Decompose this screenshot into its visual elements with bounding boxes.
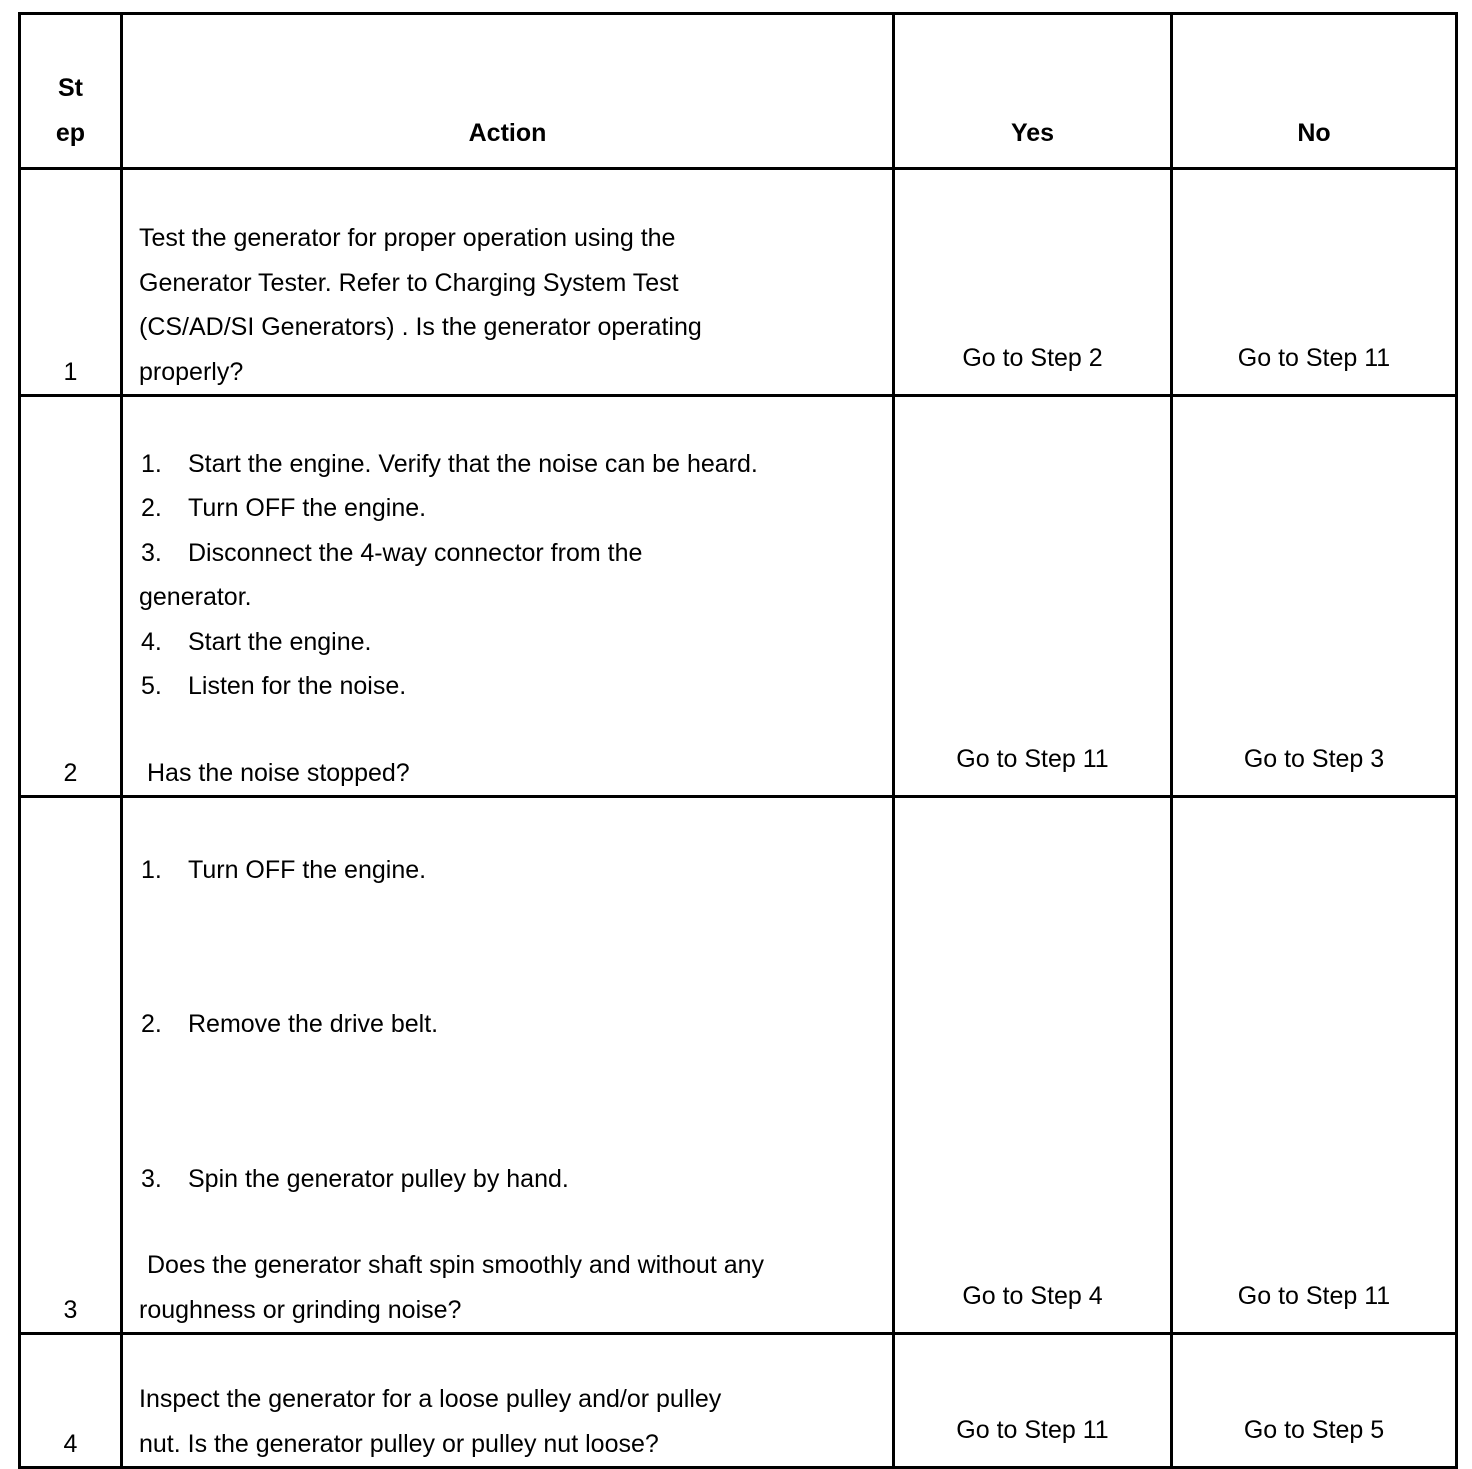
action-item: [139, 664, 882, 709]
item-number: 2.: [141, 1010, 162, 1038]
item-number: 5.: [141, 672, 162, 700]
no-result: Go to Step 5: [1172, 1334, 1457, 1468]
no-result: Go to Step 11: [1172, 169, 1457, 396]
action-line: (CS/AD/SI Generators) . Is the generator operating: [139, 313, 702, 341]
item-text: Disconnect the 4-way connector from the: [188, 538, 643, 567]
action-item: [139, 442, 882, 487]
header-row: [20, 14, 1457, 169]
action-item: [139, 1002, 882, 1047]
yes-result: Go to Step 2: [894, 169, 1172, 396]
item-number: 1.: [141, 855, 162, 884]
step-number: 2: [20, 396, 122, 797]
item-text: Start the engine.: [188, 627, 372, 656]
yes-result: Go to Step 11: [894, 1334, 1172, 1468]
table-row: [20, 1334, 1457, 1468]
action-cell: [122, 396, 894, 797]
no-result: Go to Step 11: [1172, 797, 1457, 1334]
action-item: [139, 1157, 882, 1202]
action-cell: [122, 797, 894, 1334]
table-row: [20, 169, 1457, 396]
action-line: properly?: [139, 357, 244, 386]
action-question: Does the generator shaft spin smoothly and without any: [147, 1251, 765, 1279]
item-text: Start the engine. Verify that the noise can be heard.: [188, 449, 758, 478]
action-item: [139, 486, 882, 531]
yes-result: Go to Step 11: [894, 396, 1172, 797]
item-text: Turn OFF the engine.: [188, 855, 427, 884]
action-item-continuation: generator.: [139, 583, 252, 611]
action-question-cont: roughness or grinding noise?: [139, 1295, 462, 1324]
action-line: Inspect the generator for a loose pulley and/or pulley: [139, 1385, 722, 1413]
yes-result: Go to Step 4: [894, 797, 1172, 1334]
item-number: 1.: [141, 449, 162, 478]
item-text: Listen for the noise.: [188, 672, 407, 700]
header-no: No: [1172, 14, 1457, 169]
header-step-line2: ep: [55, 118, 86, 147]
header-action: Action: [122, 14, 894, 169]
item-text: Turn OFF the engine.: [188, 494, 427, 522]
header-step-line1: St: [58, 74, 83, 102]
item-text: Remove the drive belt.: [188, 1010, 439, 1038]
action-cell: [122, 1334, 894, 1468]
action-line: nut. Is the generator pulley or pulley nut loose?: [139, 1429, 659, 1458]
action-item: [139, 531, 882, 576]
item-number: 4.: [141, 627, 162, 656]
header-step: [20, 14, 122, 169]
diagnostic-table: [18, 12, 1458, 1469]
step-number: 3: [20, 797, 122, 1334]
item-number: 2.: [141, 494, 162, 522]
item-text: Spin the generator pulley by hand.: [188, 1164, 569, 1193]
action-cell: [122, 169, 894, 396]
header-yes: Yes: [894, 14, 1172, 169]
table-row: [20, 797, 1457, 1334]
item-number: 3.: [141, 538, 162, 567]
action-item: [139, 620, 882, 665]
action-item: [139, 848, 882, 893]
step-number: 1: [20, 169, 122, 396]
action-question: Has the noise stopped?: [147, 758, 410, 787]
step-number: 4: [20, 1334, 122, 1468]
item-number: 3.: [141, 1164, 162, 1193]
action-line: Generator Tester. Refer to Charging System Test: [139, 268, 679, 297]
no-result: Go to Step 3: [1172, 396, 1457, 797]
action-line: Test the generator for proper operation using the: [139, 224, 676, 252]
table-row: [20, 396, 1457, 797]
